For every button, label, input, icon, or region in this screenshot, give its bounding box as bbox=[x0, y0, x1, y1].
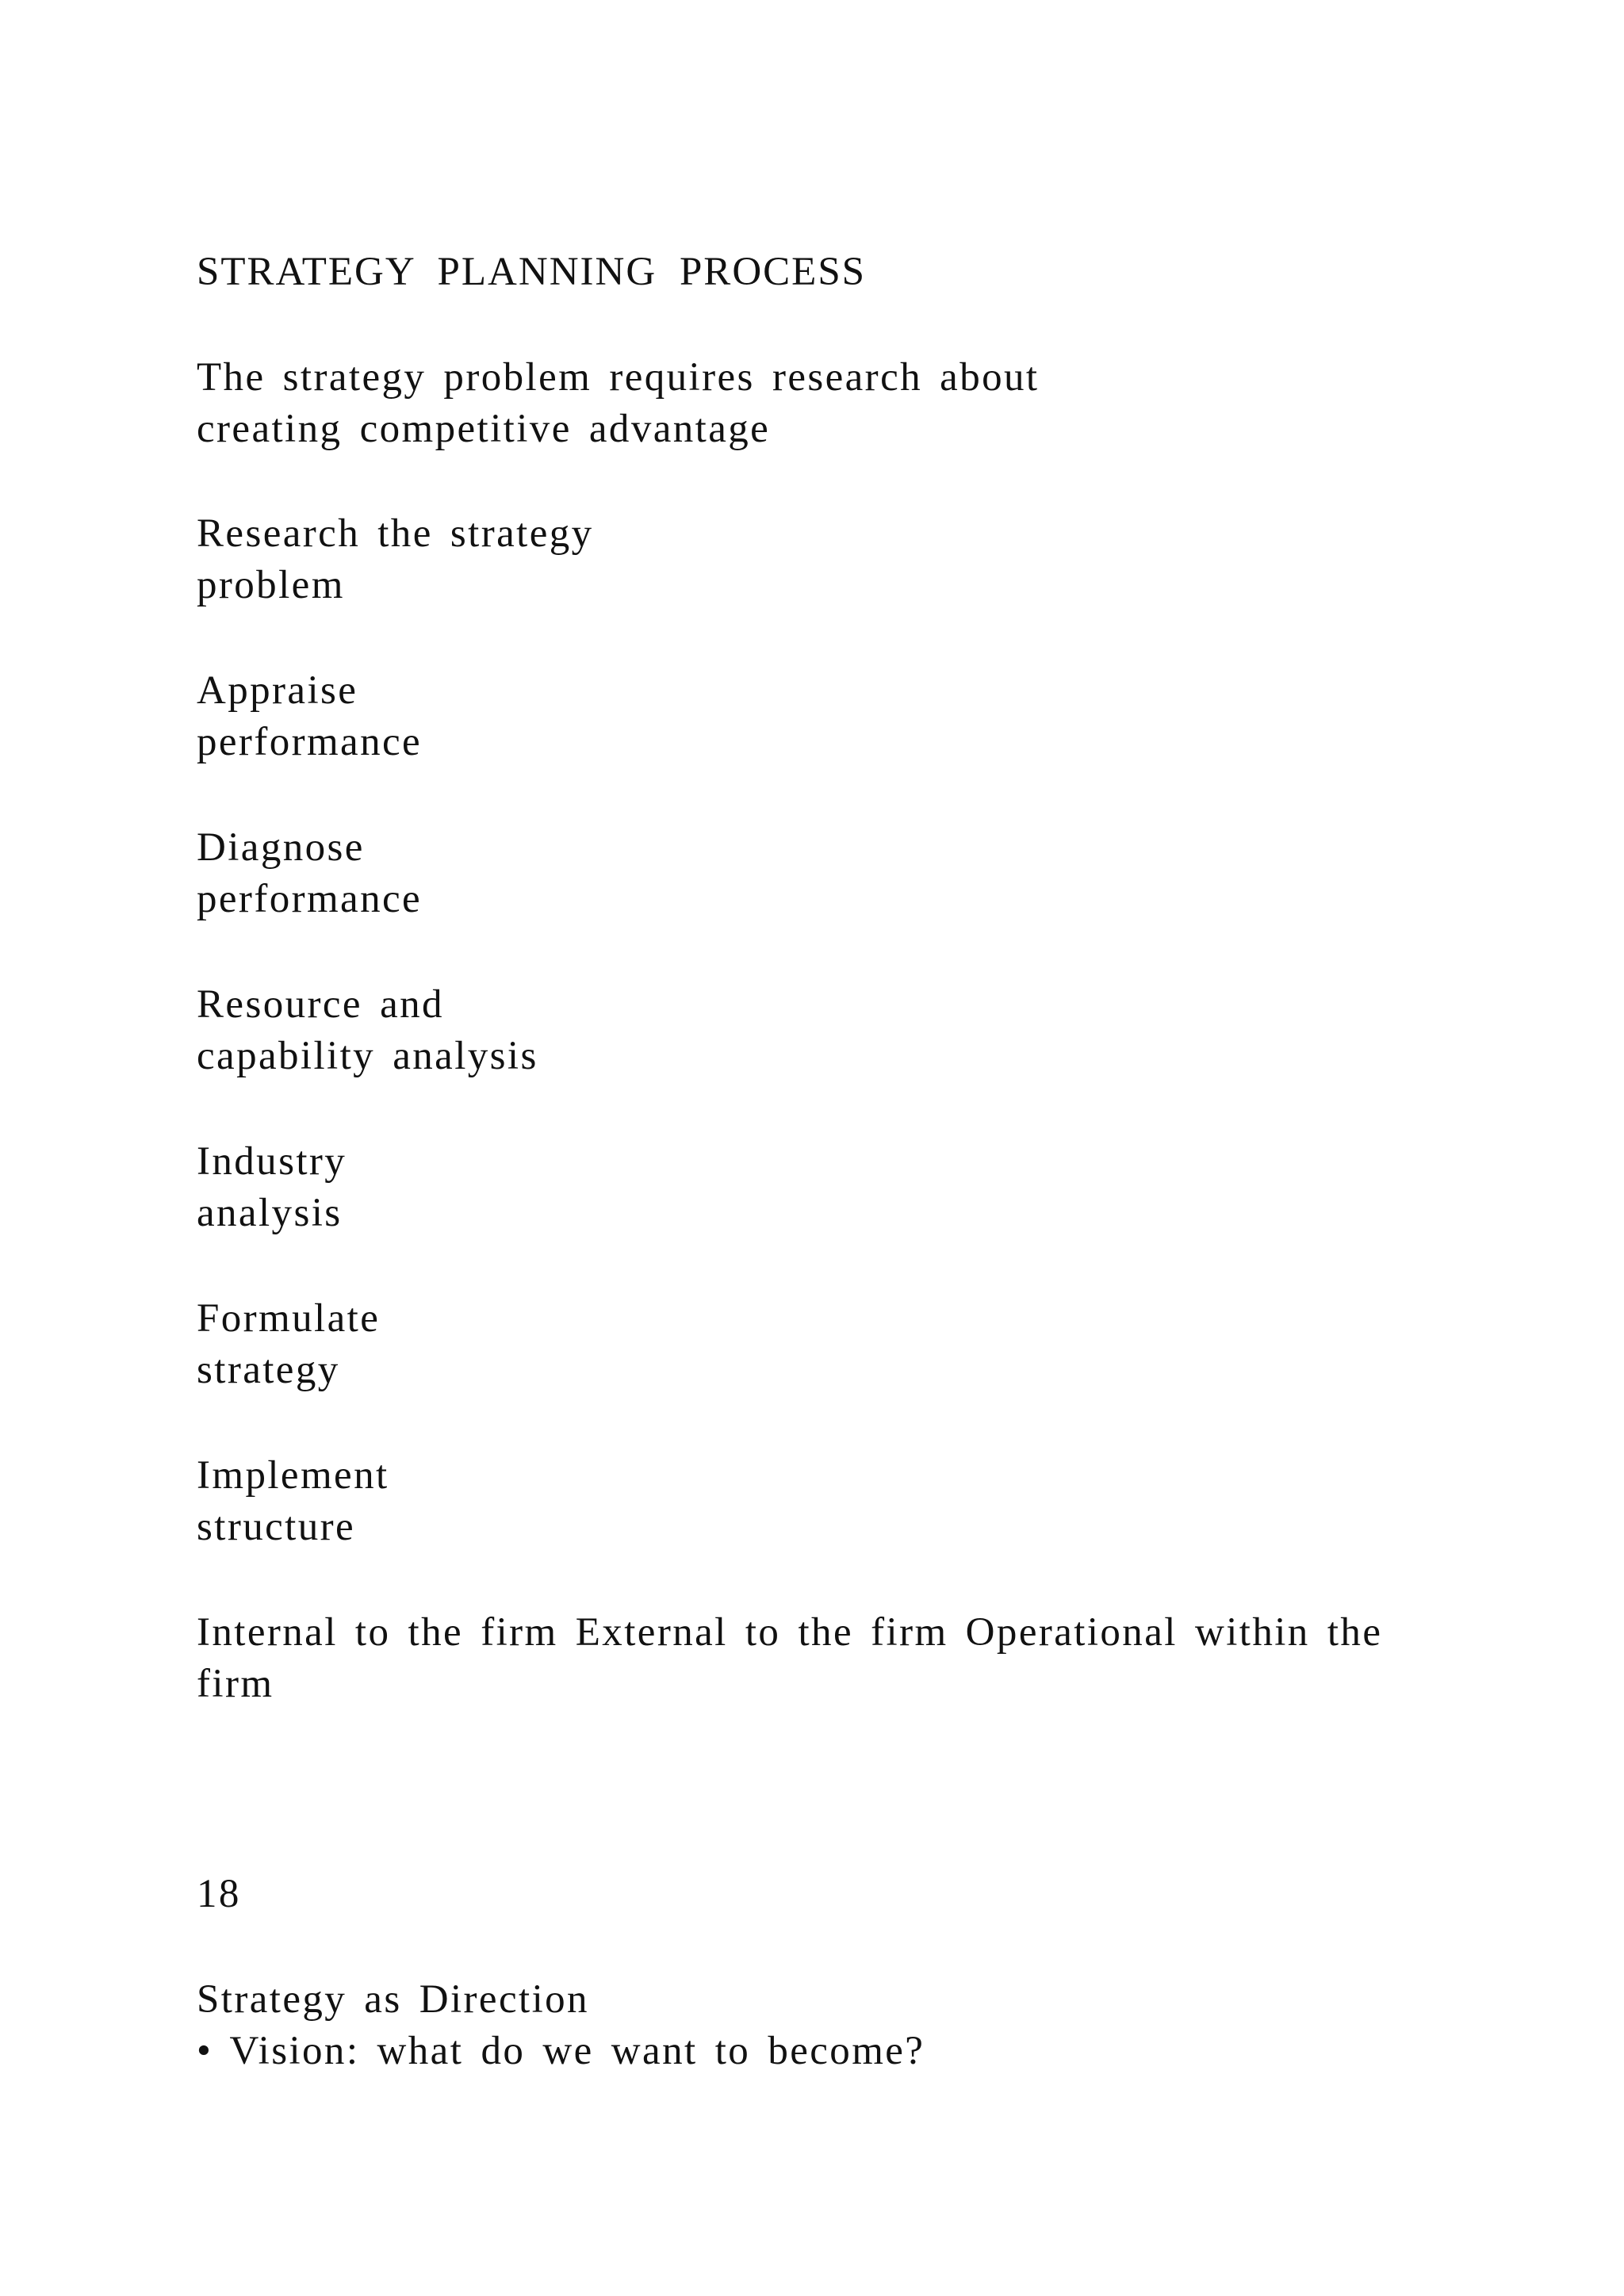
page-number: 18 bbox=[197, 1872, 241, 1916]
categories-line-1: Internal to the firm External to the firm Operational within the bbox=[197, 1610, 1383, 1655]
step-research-line-1: Research the strategy bbox=[197, 511, 594, 556]
step-formulate-line-1: Formulate bbox=[197, 1296, 381, 1341]
step-research-line-2: problem bbox=[197, 563, 345, 607]
step-resource-line-2: capability analysis bbox=[197, 1034, 538, 1078]
section-heading: Strategy as Direction bbox=[197, 1977, 589, 2022]
intro-line-1: The strategy problem requires research about bbox=[197, 355, 1040, 400]
step-appraise-line-2: performance bbox=[197, 720, 423, 764]
intro-line-2: creating competitive advantage bbox=[197, 407, 771, 451]
categories-line-2: firm bbox=[197, 1662, 274, 1706]
step-diagnose-line-1: Diagnose bbox=[197, 825, 365, 870]
page-title: STRATEGY PLANNING PROCESS bbox=[197, 250, 867, 294]
step-implement-line-1: Implement bbox=[197, 1453, 389, 1498]
step-resource-line-1: Resource and bbox=[197, 982, 444, 1027]
step-formulate-line-2: strategy bbox=[197, 1348, 340, 1392]
step-appraise-line-1: Appraise bbox=[197, 668, 358, 713]
step-industry-line-2: analysis bbox=[197, 1191, 343, 1235]
step-implement-line-2: structure bbox=[197, 1505, 356, 1549]
section-bullet: • Vision: what do we want to become? bbox=[197, 2029, 925, 2073]
step-diagnose-line-2: performance bbox=[197, 877, 423, 921]
step-industry-line-1: Industry bbox=[197, 1139, 347, 1184]
